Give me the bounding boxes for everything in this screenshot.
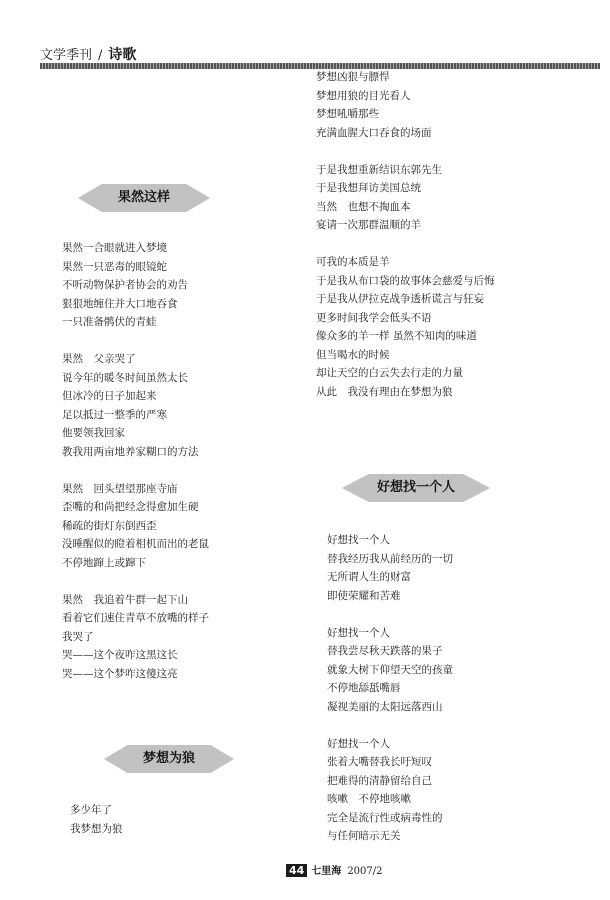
poem-line: 说今年的暖冬时间虽然太长 xyxy=(62,371,188,384)
poem-line: 但当喝水的时候 xyxy=(316,348,390,361)
poem-body-1 xyxy=(62,239,209,683)
header-title xyxy=(40,44,136,64)
poem-body-2-cont xyxy=(316,68,495,401)
poem-body-2-start xyxy=(70,801,123,838)
poem-title-text: 梦想为狼 xyxy=(142,751,195,766)
poem-line: 梦想吼嚼那些 xyxy=(316,108,379,120)
poem-line: 咳嗽 不停地咳嗽 xyxy=(327,793,411,805)
poem-line: 不停地舔舐嘴唇 xyxy=(327,682,401,694)
poem-line: 凝视美丽的太阳远落西山 xyxy=(327,700,443,713)
poem-title-2 xyxy=(104,745,234,773)
poem-title-text: 果然这样 xyxy=(117,190,170,205)
poem-line: 就象大树下仰望天空的孩童 xyxy=(327,663,453,676)
poem-line: 教我用两亩地养家糊口的方法 xyxy=(62,445,199,458)
poem-line: 与任何暗示无关 xyxy=(327,830,401,842)
poem-body-3 xyxy=(327,531,453,846)
poem-line: 像众多的羊一样 虽然不知肉的味道 xyxy=(316,330,477,342)
section-name: 诗歌 xyxy=(108,47,137,63)
poem-line: 果然 父亲哭了 xyxy=(62,353,136,365)
poem-line: 好想找一个人 xyxy=(327,626,390,639)
magazine-name: 七里海 xyxy=(311,866,342,877)
poem-line: 但冰冷的日子加起来 xyxy=(62,390,157,402)
poem-line: 完全是流行性或病毒性的 xyxy=(327,811,443,824)
poem-line: 足以抵过一整季的严寒 xyxy=(62,408,167,421)
poem-line: 可我的本质是羊 xyxy=(316,256,390,268)
poem-line: 一只准备鹘伏的青蛙 xyxy=(62,316,157,328)
stanza-gap xyxy=(316,235,495,254)
poem-line: 好想找一个人 xyxy=(327,737,390,750)
issue-label: 2007/2 xyxy=(347,866,383,877)
poem-line: 狠狠地缠住并大口地吞食 xyxy=(62,297,178,310)
poem-line: 宴请一次那群温顺的羊 xyxy=(316,219,421,231)
poem-line: 却让天空的白云失去行走的力量 xyxy=(316,367,463,379)
poem-line: 当然 也想不掏血本 xyxy=(316,200,411,213)
poem-line: 充满血腥大口吞食的场面 xyxy=(316,126,432,139)
poem-line: 张着大嘴替我长吁短叹 xyxy=(327,756,432,768)
stanza-gap xyxy=(316,142,495,161)
poem-line: 他要领我回家 xyxy=(62,427,125,439)
poem-line: 多少年了 xyxy=(70,804,112,816)
poem-line: 替我尝尽秋天跌落的果子 xyxy=(327,645,443,657)
stanza-gap xyxy=(62,572,209,591)
poem-line: 看着它们速住青草不放嘴的样子 xyxy=(62,612,209,624)
poem-line: 好想找一个人 xyxy=(327,534,390,546)
poem-line: 替我经历我从前经历的一切 xyxy=(327,552,453,565)
page-footer xyxy=(286,862,383,878)
stanza-gap xyxy=(62,461,209,480)
journal-name: 文学季刊 xyxy=(40,48,93,63)
poem-line: 我哭了 xyxy=(62,630,94,643)
poem-line: 从此 我没有理由在梦想为狼 xyxy=(316,385,453,398)
poem-line: 歪嘴的和尚把经念得愈加生硬 xyxy=(62,501,199,513)
poem-line: 无所谓人生的财富 xyxy=(327,571,411,583)
poem-line: 即使荣耀和苦难 xyxy=(327,589,401,602)
poem-title-text: 好想找一个人 xyxy=(376,480,455,495)
poem-line: 于是我从布口袋的故事体会慈爱与后悔 xyxy=(316,274,495,287)
poem-line: 没睡醒似的瞪着相机而出的老鼠 xyxy=(62,538,209,550)
page-number: 44 xyxy=(286,864,307,877)
stanza-gap xyxy=(62,332,209,351)
poem-title-3 xyxy=(342,474,490,502)
poem-line: 不听动物保护者协会的劝告 xyxy=(62,279,188,291)
poem-line: 果然 回头望望那座寺庙 xyxy=(62,482,178,495)
poem-line: 不停地蹿上或蹿下 xyxy=(62,556,146,569)
poem-line: 果然一合眼就进入梦境 xyxy=(62,242,167,254)
poem-line: 梦想用狼的目光看人 xyxy=(316,89,411,102)
poem-title-1 xyxy=(78,184,210,212)
poem-line: 把难得的清静留给自己 xyxy=(327,774,432,787)
poem-line: 哭——这个夜咋这黑这长 xyxy=(62,649,178,661)
header-separator: / xyxy=(98,48,103,63)
poem-line: 梦想凶狠与膘悍 xyxy=(316,71,390,83)
poem-line: 更多时间我学会低头不语 xyxy=(316,311,432,324)
poem-line: 稀疏的街灯东倒西歪 xyxy=(62,519,157,532)
poem-line: 于是我从伊拉克战争透析谎言与狂妄 xyxy=(316,293,484,305)
poem-line: 哭——这个梦咋这傻这亮 xyxy=(62,667,178,680)
stanza-gap xyxy=(327,716,453,735)
poem-line: 我梦想为狼 xyxy=(70,822,123,835)
poem-line: 果然一只恶毒的眼镜蛇 xyxy=(62,260,167,273)
poem-line: 于是我想重新结识东郭先生 xyxy=(316,163,442,176)
poem-line: 果然 我追着牛群一起下山 xyxy=(62,593,188,606)
stanza-gap xyxy=(327,605,453,624)
poem-line: 于是我想拜访美国总统 xyxy=(316,182,421,194)
